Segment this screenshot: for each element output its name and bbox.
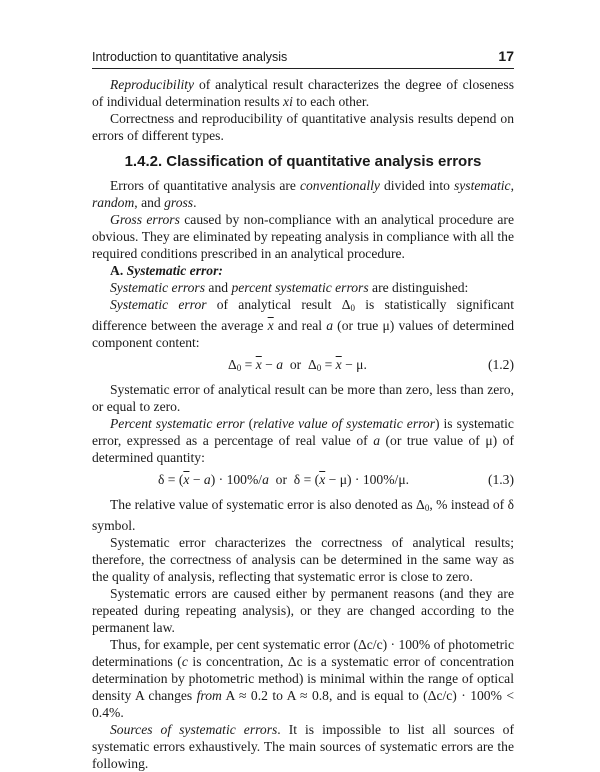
running-header (92, 48, 514, 69)
equation-1-3 (92, 471, 514, 492)
section-heading: 1.4.2. Classification of quantitative analysis errors (124, 153, 482, 170)
paragraph-causes: Systematic errors are caused either by permanent reasons (and they are repeated during repeating analysis), or they are changed according to the permanent law. (92, 586, 514, 635)
equation-1-2-body: $\Delta_0 = \overline{x} - a$ or $\Delta_0 = \overline{x} - \mu$. (228, 357, 367, 373)
paragraph-systematic-definition: Systematic error of analytical result $\Delta_0$ is statistically significant difference between the average $\overline{x}$ and real a (or true μ) values of determined component content: (92, 297, 514, 350)
page-number: 17 (498, 48, 514, 64)
equation-number-1-2: (1.2) (487, 357, 514, 372)
paragraph-sources: Sources of systematic errors. It is impossible to list all sources of systematic errors exhaustively. The main sources of systematic errors are the following. (92, 722, 514, 771)
term-gross-errors: Gross errors (110, 212, 180, 227)
paragraph-relative-value: The relative value of systematic error is also denoted as $\Delta_0$, % instead of δ symbol. (92, 497, 514, 533)
paragraph-reproducibility: Reproducibility of analytical result characterizes the degree of closeness of individual determination results xi to each other. (92, 77, 514, 109)
running-title: Introduction to quantitative analysis (92, 50, 288, 64)
subheading-systematic-error: A. Systematic error: (110, 263, 223, 278)
paragraph-percent-error: Percent systematic error (relative value of systematic error) is systematic error, expressed as a percentage of real value of a (or true value of μ) of determined quantity: (92, 416, 514, 465)
equation-1-3-body: $\delta = (\overline{x} - a) \cdot 100\%/a$ or $\delta = (\overline{x} - \mu) \cdot 100\%/\mu$. (158, 472, 410, 487)
paragraph-sign-of-error: Systematic error of analytical result can be more than zero, less than zero, or equal to zero. (92, 382, 514, 414)
term-reproducibility: Reproducibility (110, 77, 195, 92)
paragraph-correctness-characterization: Systematic error characterizes the correctness of analytical results; therefore, the correctness of analysis can be determined in the same way as the quality of analysis, reflecting that systematic error is close to zero. (92, 535, 514, 584)
paragraph-gross-errors: Gross errors caused by non-compliance with an analytical procedure are obvious. They are eliminated by repeating analysis in compliance with all the required conditions prescribed in an analytical procedure. (92, 212, 514, 261)
var-xi: xi (283, 94, 293, 109)
paragraph-error-types: Errors of quantitative analysis are conventionally divided into systematic, random, and gross. (92, 178, 514, 210)
paragraph-correctness: Correctness and reproducibility of quantitative analysis results depend on errors of different types. (92, 111, 514, 143)
paragraph-photometric-example: Thus, for example, per cent systematic error (Δc/c) · 100% of photometric determinations (c is concentration, Δc is a systematic error of concentration determination by photometric method) is minimal within the range of optical density A changes from A ≈ 0.2 to A ≈ 0.8, and is equal to (Δc/c) · 100% < 0.4%. (92, 637, 514, 720)
equation-number-1-3: (1.3) (487, 472, 514, 487)
body-text (92, 76, 514, 772)
equation-1-2 (92, 356, 514, 377)
paragraph-distinguished: Systematic errors and percent systematic errors are distinguished: (110, 280, 469, 295)
